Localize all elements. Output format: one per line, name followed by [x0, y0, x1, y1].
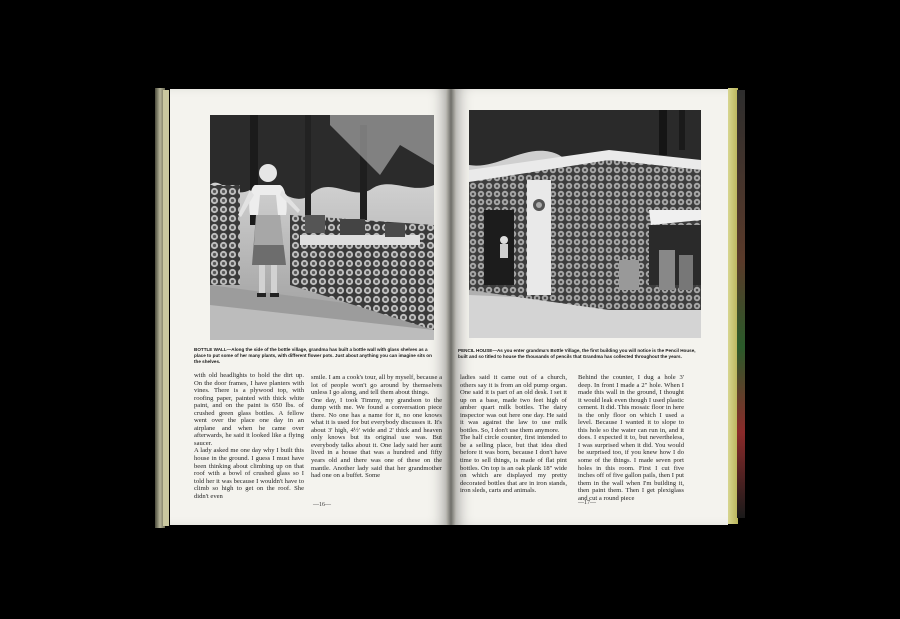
page-number-left: —16—	[313, 502, 331, 508]
caption-text: —As you enter grandma's Bottle Village, the first building you will notice is the Pencil House, built and so titled to house the thousands of pencils that Grandma has collected throughout the years.	[458, 348, 696, 360]
text-column-3: ladies said it came out of a church, others say it is from an old pump organ. One said it is part of an old desk. I set it up on a base, made two feet high of amber quart milk bottles. The dairy inspector was out here one day. He said it was against the law to use milk bottles. So, I don't use them anymore. The half circle counter, first intended to be a selling place, but that idea died before it was born, because I don't have time to sell things, is made of flat pint bottles. On top is an oak plank 18" wide on which are displayed my pretty decorated bottles that are in iron stands, iron sleds, carts and animals.	[460, 374, 567, 495]
book-cover-right-edge	[737, 90, 745, 518]
book-gutter	[446, 89, 456, 525]
caption-label: PENCIL HOUSE	[458, 348, 493, 353]
text-column-2: smile. I am a cook's tour, all by myself, because a lot of people won't go around by themselves unless I go along, and tell them about things. One day, I took Timmy, my grandson to the dump with me. We found a conversation piece there. No one has a name for it, no one knows what it is used for but everybody discusses it. It's about 3' high, 4½' wide and 2' thick and heaven only knows but its original use was. But everybody talks about it. One lady said her aunt lived in a house that was a hundred and fifty years old and there was one of these on the mantle. Another lady said that her grandmother had one on a buffet. Some	[311, 374, 442, 480]
book-page-stack-left	[163, 90, 169, 526]
text-column-4: Behind the counter, I dug a hole 3' deep. In front I made a 2" hole. When I made this wall in the ground, I thought it would leak even though I used plastic cement. It did. This mosaic floor in here is the only floor on which I used a level. Because I wanted it to slope to this hole so the water can run in, and it does. I expected it to, but nevertheless, I was surprised when it did. You would be surprised too, if you knew how I do some of the things. I made seven port holes in this room. First I cut five inches off of five gallon pails, then I put them in the wall when I'm building it, then paint them. Then I get plexiglass and cut a round piece	[578, 374, 684, 502]
caption-label: BOTTLE WALL	[194, 347, 227, 352]
text-column-1: with old headlights to hold the dirt up. On the door frames, I have planters with vines. There is a plywood top, with roofing paper, painted with thick white paint, and on the paint is 650 lbs. of crushed green glass bottles. A fellow went over the place one day in an airplane and when he came over afterwards, he said it looked like a flying saucer. A lady asked me one day why I built this house in the ground. I guess I must have been thinking about climbing up on that roof with a bowl of crushed glass so I told her it was because I wouldn't have to climb so high to get on the roof. She didn't even	[194, 372, 304, 500]
pencil-house-caption	[458, 348, 702, 360]
pencil-house-photo	[469, 110, 701, 338]
bottle-wall-caption	[194, 347, 438, 366]
caption-text: —Along the side of the bottle village, grandma has built a bottle wall with glass shelves as a place to put some of her many plants, with different flower pots. Just about anything you can imagine sits on the shelves.	[194, 347, 432, 365]
page-number-right: —17—	[578, 500, 596, 506]
bottle-wall-photo	[210, 115, 434, 340]
